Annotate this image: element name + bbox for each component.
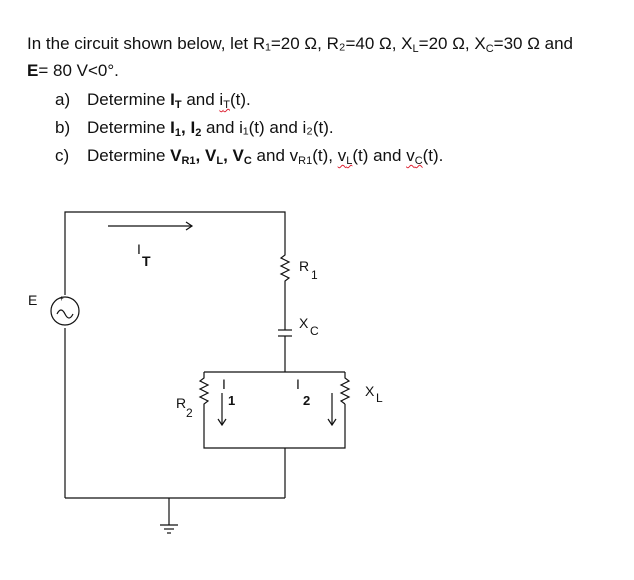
- it-phasor-sub: T: [174, 99, 182, 111]
- i2-phasor-sub: 2: [195, 127, 202, 139]
- source-label-circuit: E: [28, 292, 38, 308]
- question-b-end: and i₁(t) and i₂(t).: [201, 118, 334, 137]
- question-b-prefix: Determine: [87, 118, 171, 137]
- source-value: = 80 V<0°.: [38, 61, 119, 80]
- givens-mid-text: =20 Ω, X: [418, 34, 486, 53]
- intro-text: In the circuit shown below, let: [27, 34, 253, 53]
- source-plus: +: [59, 294, 64, 303]
- question-c-sep-2: ,: [223, 146, 233, 165]
- question-a-label: a): [55, 90, 71, 109]
- r1-label: R: [299, 258, 310, 274]
- r2-label: R: [176, 395, 187, 411]
- question-b-sep: ,: [181, 118, 191, 137]
- i1-label-sub: 1: [228, 393, 236, 408]
- givens-sub-c: C: [485, 43, 494, 55]
- givens-sub-l: L: [412, 43, 419, 55]
- question-a-mid: and: [181, 90, 220, 109]
- i2-phasor: I: [190, 118, 196, 137]
- question-a: [55, 86, 443, 114]
- xl-inductor: [341, 372, 349, 404]
- vr1-phasor-sub: R1: [181, 155, 196, 167]
- question-c-mid3: (t) and: [352, 146, 407, 165]
- i1-phasor: I: [170, 118, 175, 137]
- r1-label-sub: 1: [311, 268, 318, 282]
- question-c: [55, 142, 443, 170]
- sine-wave-icon: [57, 310, 73, 318]
- question-c-mid: and v: [251, 146, 299, 165]
- question-c-mid2: (t),: [312, 146, 338, 165]
- question-list: [55, 86, 443, 170]
- i2-label: I: [296, 376, 300, 392]
- xc-label: X: [299, 315, 309, 331]
- vl-time-fn: [338, 146, 353, 165]
- source-label: E: [27, 61, 39, 80]
- vc-fn-sub: C: [414, 155, 423, 167]
- vc-phasor: V: [232, 146, 244, 165]
- vc-fn-letter: v: [406, 146, 415, 165]
- vc-phasor-sub: C: [243, 155, 252, 167]
- it-phasor: I: [170, 90, 175, 109]
- circuit-diagram: [0, 195, 634, 580]
- question-c-sep-1: ,: [195, 146, 205, 165]
- givens-text: R₁=20 Ω, R₂=40 Ω, X: [252, 34, 413, 53]
- r1-resistor: [281, 248, 289, 330]
- question-a-prefix: Determine: [87, 90, 171, 109]
- vl-fn-letter: v: [337, 146, 347, 165]
- ac-source-icon: [51, 297, 79, 325]
- givens-end-text: =30 Ω and: [493, 34, 574, 53]
- vl-phasor-sub: L: [216, 155, 224, 167]
- vr1-phasor: V: [170, 146, 182, 165]
- it-time-fn: [219, 90, 230, 109]
- it-label: I: [137, 241, 141, 257]
- vl-fn-sub: L: [346, 155, 353, 167]
- xl-label: X: [365, 383, 375, 399]
- question-c-prefix: Determine: [87, 146, 171, 165]
- it-fn-sub: T: [223, 99, 230, 111]
- i2-label-sub: 2: [303, 393, 311, 408]
- vr1-fn-sub: R1: [298, 155, 313, 167]
- it-fn-letter: i: [219, 90, 224, 109]
- question-c-label: c): [55, 146, 70, 165]
- question-c-end: (t).: [422, 146, 444, 165]
- xc-label-sub: C: [310, 324, 319, 338]
- xl-label-sub: L: [376, 391, 383, 405]
- problem-statement: [27, 30, 627, 84]
- top-wire: [65, 212, 285, 295]
- it-label-sub: T: [142, 253, 151, 269]
- question-b-label: b): [55, 118, 71, 137]
- vl-phasor: V: [205, 146, 217, 165]
- question-b: [55, 114, 443, 142]
- vc-time-fn: [406, 146, 422, 165]
- i1-label: I: [222, 376, 226, 392]
- question-a-end: (t).: [229, 90, 251, 109]
- r2-label-sub: 2: [186, 406, 193, 420]
- i1-phasor-sub: 1: [174, 127, 181, 139]
